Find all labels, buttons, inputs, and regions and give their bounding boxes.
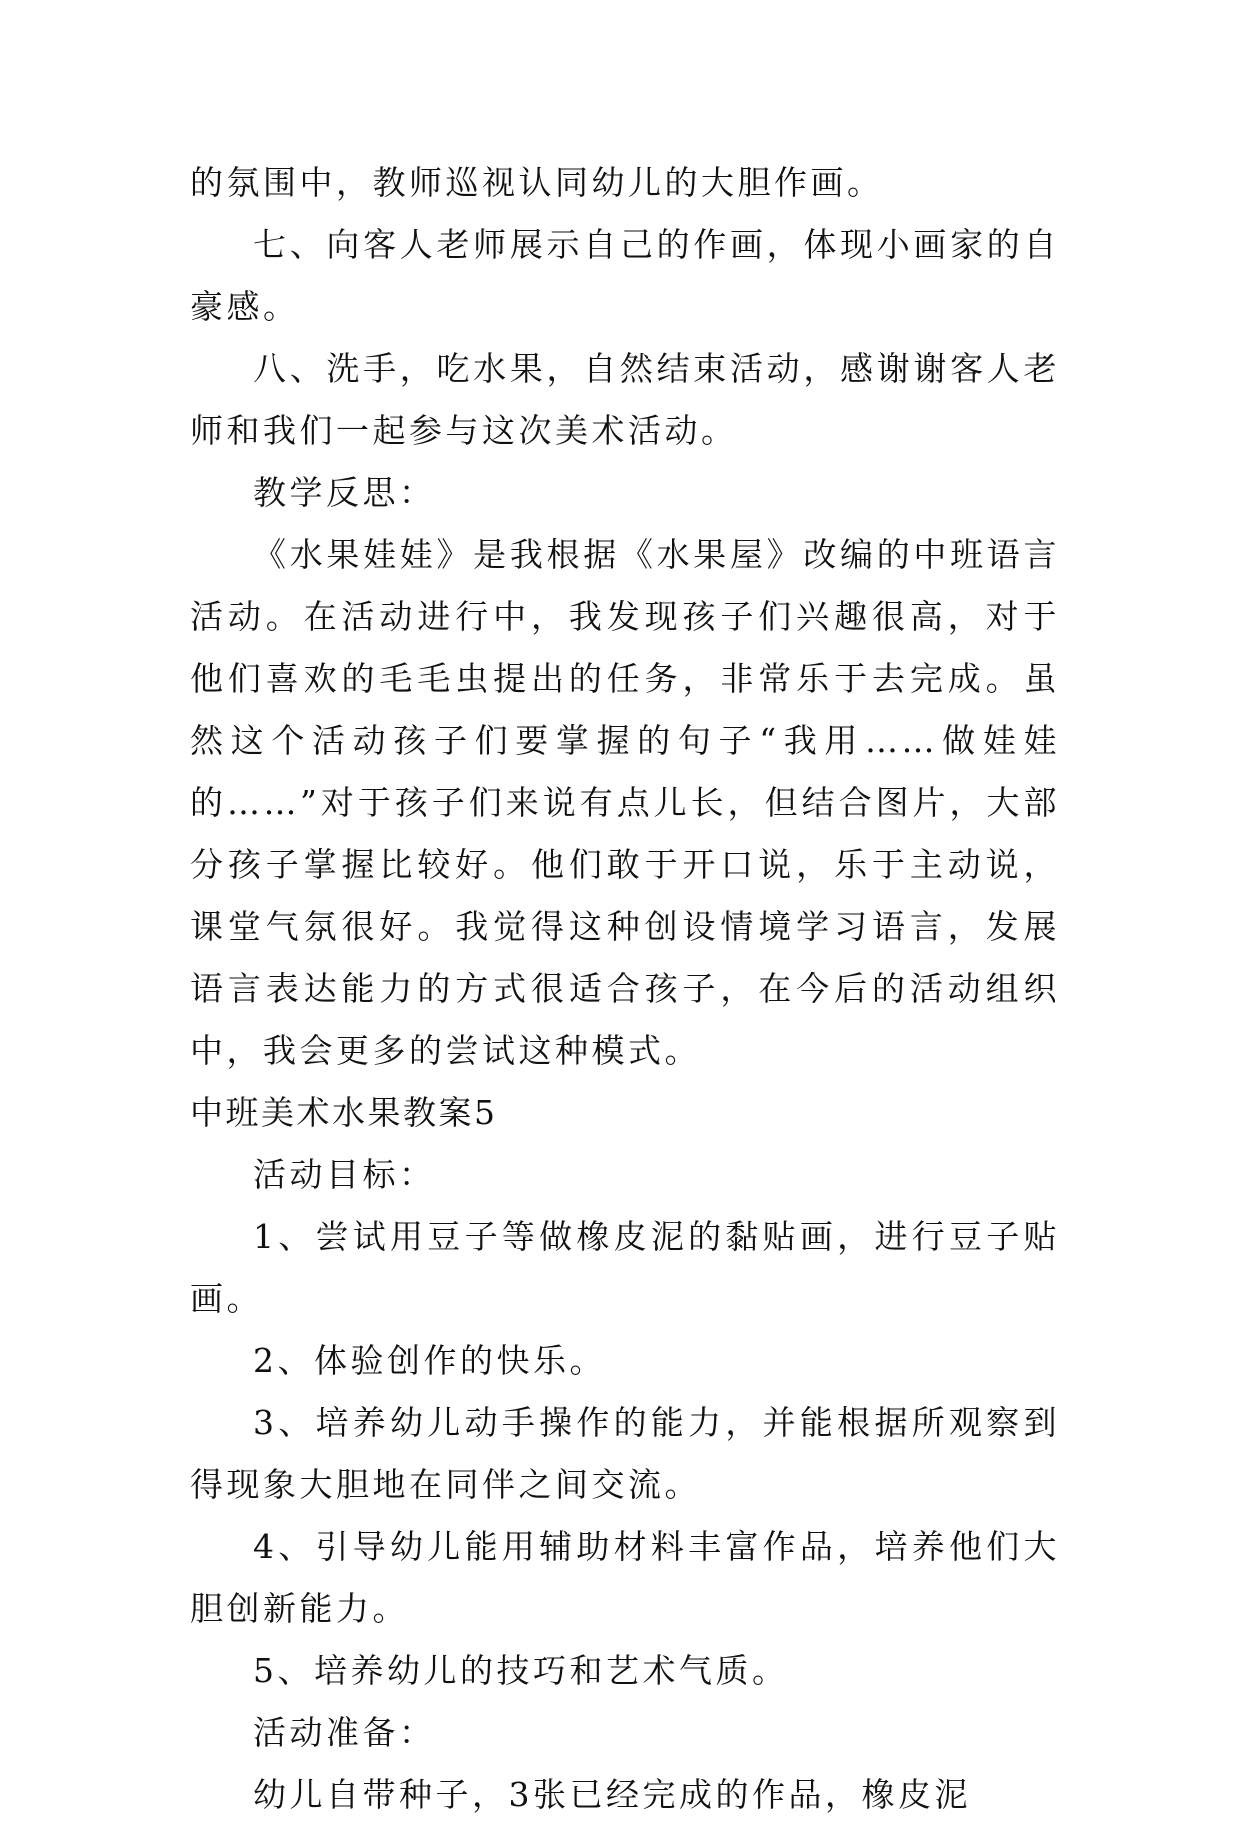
- paragraph-step-8: 八、洗手，吃水果，自然结束活动，感谢谢客人老师和我们一起参与这次美术活动。: [190, 349, 1060, 450]
- paragraph-prep-label: 活动准备：: [253, 1713, 436, 1752]
- document-body: [190, 152, 1060, 1826]
- paragraph-step-7: 七、向客人老师展示自己的作画，体现小画家的自豪感。: [190, 225, 1060, 326]
- paragraph-goal-1: 1、尝试用豆子等做橡皮泥的黏贴画，进行豆子贴画。: [190, 1217, 1060, 1318]
- paragraph-atmosphere: 的氛围中，教师巡视认同幼儿的大胆作画。: [190, 163, 884, 202]
- section-heading: 中班美术水果教案5: [190, 1093, 498, 1132]
- paragraph-reflection-body: 《水果娃娃》是我根据《水果屋》改编的中班语言活动。在活动进行中，我发现孩子们兴趣很高，对于他们喜欢的毛毛虫提出的任务，非常乐于去完成。虽然这个活动孩子们要掌握的句子“我用……做娃娃的……”对于孩子们来说有点儿长，但结合图片，大部分孩子掌握比较好。他们敢于开口说，乐于主动说，课堂气氛很好。我觉得这种创设情境学习语言，发展语言表达能力的方式很适合孩子，在今后的活动组织中，我会更多的尝试这种模式。: [190, 535, 1060, 1070]
- paragraph-goal-3: 3、培养幼儿动手操作的能力，并能根据所观察到得现象大胆地在同伴之间交流。: [190, 1403, 1060, 1504]
- paragraph-reflection-label: 教学反思：: [253, 473, 436, 512]
- paragraph-goal-4: 4、引导幼儿能用辅助材料丰富作品，培养他们大胆创新能力。: [190, 1527, 1060, 1628]
- paragraph-goal-2: 2、体验创作的快乐。: [253, 1341, 606, 1380]
- paragraph-goal-5: 5、培养幼儿的技巧和艺术气质。: [253, 1651, 789, 1690]
- paragraph-goals-label: 活动目标：: [253, 1155, 436, 1194]
- paragraph-prep-body: 幼儿自带种子，3张已经完成的作品，橡皮泥: [253, 1775, 971, 1814]
